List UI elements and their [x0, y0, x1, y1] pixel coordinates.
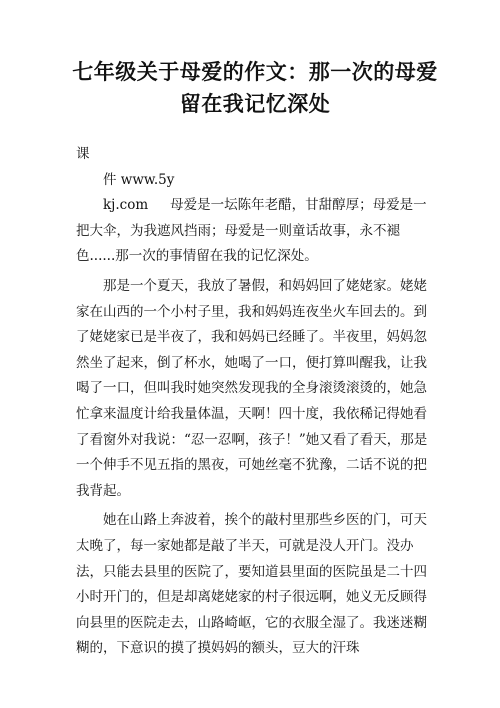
intro-paragraph: [76, 193, 438, 270]
title-line-1: 七年级关于母爱的作文：那一次的母爱: [72, 59, 438, 84]
source-prefix: 课: [76, 146, 90, 162]
document-body: [76, 142, 438, 662]
source-mid: 件 www.5y: [103, 171, 175, 188]
document-title: [62, 56, 448, 120]
paragraph-1: 那是一个夏天，我放了暑假，和妈妈回了姥姥家。姥姥家在山西的一个小村子里，我和妈妈连夜坐火车回去的。到了姥姥家已是半夜了，我和妈妈已经睡了。半夜里，妈妈忽然坐了起来，倒了杯水，她喝了一口，便打算叫醒我，让我喝了一口，但叫我时她突然发现我的全身滚烫滚烫的，她急忙拿来温度计给我量体温，天啊！四十度，我依稀记得她看了看窗外对我说：“忍一忍啊，孩子！”她又看了看天，那是一个伸手不见五指的黑夜，可她丝毫不犹豫，二话不说的把我背起。: [76, 277, 428, 499]
source-suffix: kj.com: [103, 197, 149, 214]
title-line-2: 留在我记忆深处: [179, 91, 331, 116]
paragraph-2: 她在山路上奔波着，挨个的敲村里那些乡医的门，可天太晚了，每一家她都是敲了半天，可就是没人开门。没办法，只能去县里的医院了，要知道县里面的医院虽是二十四小时开门的，但是却离姥姥家的村子很远啊，她义无反顾得向县里的医院走去，山路崎岖，它的衣服全湿了。我迷迷糊糊的，下意识的摸了摸妈妈的额头，豆大的汗珠: [76, 512, 427, 657]
intro-text: 母爱是一坛陈年老醋，甘甜醇厚；母爱是一把大伞，为我遮风挡雨；母爱是一则童话故事，永不褪色......那一次的事情留在我的记忆深处。: [76, 197, 427, 265]
